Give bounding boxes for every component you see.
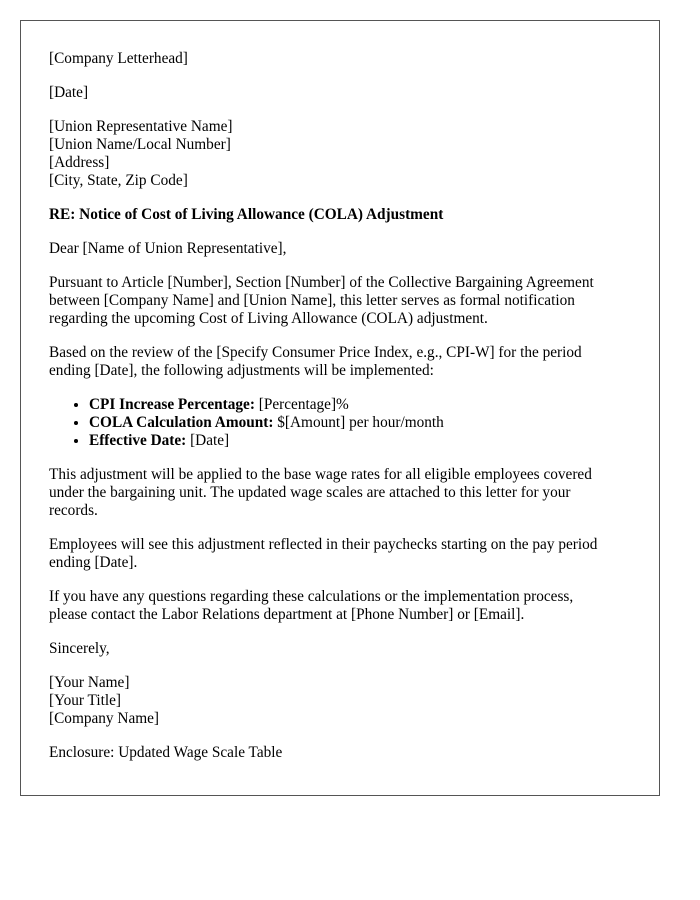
review-line-1: Based on the review of the [Specify Consumer Price Index, e.g., CPI-W] for the period — [49, 344, 582, 361]
letter-document — [20, 20, 660, 796]
list-item-cola — [89, 414, 631, 432]
recipient-union: [Union Name/Local Number] — [49, 136, 231, 153]
recipient-city: [City, State, Zip Code] — [49, 172, 188, 189]
closing — [49, 640, 631, 658]
adjustment-list — [49, 396, 631, 450]
wage-line-1: This adjustment will be applied to the base wage rates for all eligible employees covered — [49, 466, 592, 483]
letterhead-text: [Company Letterhead] — [49, 50, 188, 67]
intro-paragraph — [49, 274, 631, 328]
effective-date-label: Effective Date: — [89, 432, 187, 449]
intro-line-3: regarding the upcoming Cost of Living Allowance (COLA) adjustment. — [49, 310, 488, 327]
signature-company: [Company Name] — [49, 710, 160, 727]
intro-line-2: between [Company Name] and [Union Name], this letter serves as formal notification — [49, 292, 575, 309]
signature-name: [Your Name] — [49, 674, 130, 691]
paycheck-line-1: Employees will see this adjustment reflected in their paychecks starting on the pay period — [49, 536, 598, 553]
date-block — [49, 84, 631, 102]
effective-date-value: [Date] — [186, 432, 230, 449]
wage-line-2: under the bargaining unit. The updated wage scales are attached to this letter for your — [49, 484, 571, 501]
subject-line — [49, 206, 631, 224]
list-item-effective-date — [89, 432, 631, 450]
wage-paragraph — [49, 466, 631, 520]
cpi-value: [Percentage]% — [254, 396, 349, 413]
date-text: [Date] — [49, 84, 89, 101]
cola-value: $[Amount] per hour/month — [273, 414, 444, 431]
recipient-address — [49, 118, 631, 190]
paycheck-paragraph — [49, 536, 631, 572]
enclosure-note — [49, 744, 631, 762]
cpi-label: CPI Increase Percentage: — [89, 396, 255, 413]
closing-text: Sincerely, — [49, 640, 110, 657]
intro-line-1: Pursuant to Article [Number], Section [Number] of the Collective Bargaining Agreement — [49, 274, 594, 291]
review-line-2: ending [Date], the following adjustments will be implemented: — [49, 362, 434, 379]
subject-text: RE: Notice of Cost of Living Allowance (COLA) Adjustment — [49, 206, 444, 223]
signature-block — [49, 674, 631, 728]
list-item-cpi — [89, 396, 631, 414]
contact-paragraph — [49, 588, 631, 624]
letterhead — [49, 50, 631, 68]
contact-line-1: If you have any questions regarding these calculations or the implementation process, — [49, 588, 574, 605]
recipient-address-line: [Address] — [49, 154, 110, 171]
recipient-name: [Union Representative Name] — [49, 118, 233, 135]
wage-line-3: records. — [49, 502, 98, 519]
paycheck-line-2: ending [Date]. — [49, 554, 138, 571]
salutation — [49, 240, 631, 258]
cola-label: COLA Calculation Amount: — [89, 414, 274, 431]
review-paragraph — [49, 344, 631, 380]
salutation-text: Dear [Name of Union Representative], — [49, 240, 287, 257]
signature-title: [Your Title] — [49, 692, 121, 709]
contact-line-2: please contact the Labor Relations department at [Phone Number] or [Email]. — [49, 606, 525, 623]
enclosure-text: Enclosure: Updated Wage Scale Table — [49, 744, 283, 761]
